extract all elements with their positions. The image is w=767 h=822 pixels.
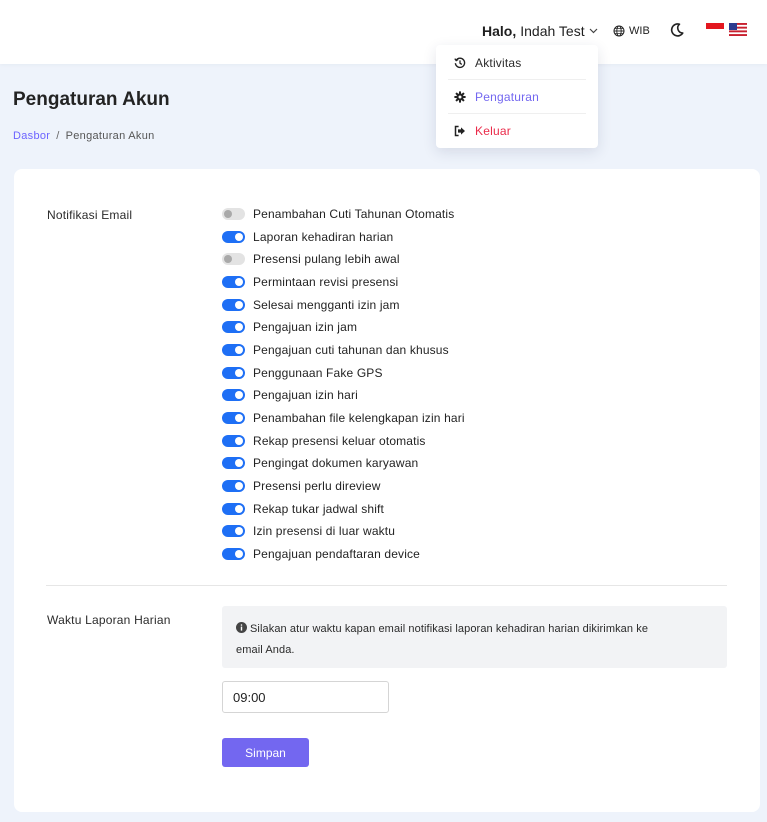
- menu-item-label: Keluar: [475, 124, 511, 138]
- dark-mode-toggle[interactable]: [669, 22, 685, 43]
- notification-toggle-row: [222, 387, 358, 403]
- notification-toggle-switch[interactable]: [222, 231, 245, 243]
- notification-toggle-row: [222, 342, 449, 358]
- notification-toggle-switch[interactable]: [222, 321, 245, 333]
- toggle-knob: [235, 550, 243, 558]
- moon-icon: [669, 22, 685, 38]
- notification-toggle-switch[interactable]: [222, 344, 245, 356]
- notification-toggle-switch[interactable]: [222, 299, 245, 311]
- notification-toggle-label: Rekap presensi keluar otomatis: [253, 433, 426, 448]
- notification-toggle-label: Penambahan file kelengkapan izin hari: [253, 411, 465, 426]
- report-time-input[interactable]: [222, 681, 389, 713]
- notification-toggle-label: Pengajuan izin jam: [253, 320, 358, 335]
- menu-item-aktivitas[interactable]: [436, 46, 598, 80]
- notification-toggle-row: [222, 501, 384, 517]
- email-notifications-label: Notifikasi Email: [47, 208, 133, 222]
- logout-icon: [453, 125, 467, 137]
- toggle-knob: [235, 391, 243, 399]
- notification-toggle-label: Pengajuan izin hari: [253, 388, 358, 403]
- notification-toggle-switch[interactable]: [222, 548, 245, 560]
- notification-toggle-switch[interactable]: [222, 276, 245, 288]
- notification-toggle-switch[interactable]: [222, 389, 245, 401]
- notification-toggle-row: [222, 274, 398, 290]
- notification-toggle-label: Presensi perlu direview: [253, 479, 381, 494]
- globe-icon: [613, 25, 625, 37]
- notification-toggle-label: Pengajuan pendaftaran device: [253, 547, 420, 562]
- toggle-knob: [235, 278, 243, 286]
- notification-toggle-row: [222, 229, 393, 245]
- toggle-knob: [224, 255, 232, 263]
- notification-toggle-row: [222, 546, 420, 562]
- toggle-knob: [235, 233, 243, 241]
- info-text-line1: Silakan atur waktu kapan email notifikasi laporan kehadiran harian dikirimkan ke: [250, 623, 649, 635]
- top-bar: [0, 0, 767, 64]
- notification-toggle-label: Pengingat dokumen karyawan: [253, 456, 419, 471]
- daily-report-label: Waktu Laporan Harian: [47, 613, 171, 627]
- toggle-knob: [235, 323, 243, 331]
- notification-toggle-switch[interactable]: [222, 503, 245, 515]
- breadcrumb: [13, 130, 155, 142]
- notification-toggle-label: Izin presensi di luar waktu: [253, 524, 396, 539]
- section-divider: [46, 585, 727, 586]
- notification-toggle-switch[interactable]: [222, 367, 245, 379]
- toggle-knob: [235, 527, 243, 535]
- gear-icon: [453, 91, 467, 103]
- toggle-knob: [235, 505, 243, 513]
- breadcrumb-separator: /: [56, 130, 60, 142]
- notification-toggle-label: Presensi pulang lebih awal: [253, 252, 400, 267]
- notification-toggle-row: [222, 319, 357, 335]
- chevron-down-icon: [589, 26, 598, 37]
- notification-toggle-label: Laporan kehadiran harian: [253, 229, 394, 244]
- notification-toggle-label: Pengajuan cuti tahunan dan khusus: [253, 343, 449, 358]
- notification-toggle-row: [222, 433, 426, 449]
- toggle-knob: [235, 414, 243, 422]
- notification-toggle-row: [222, 478, 381, 494]
- notification-toggle-switch[interactable]: [222, 253, 245, 265]
- user-dropdown-menu: [436, 45, 598, 148]
- notification-toggle-switch[interactable]: [222, 412, 245, 424]
- greeting-prefix: Halo,: [482, 23, 517, 39]
- breadcrumb-current: Pengaturan Akun: [65, 130, 155, 142]
- toggle-knob: [235, 369, 243, 377]
- notification-toggle-row: [222, 410, 465, 426]
- toggle-knob: [235, 482, 243, 490]
- menu-item-keluar[interactable]: [436, 114, 598, 148]
- info-text-line2: email Anda.: [236, 644, 295, 656]
- notification-toggle-switch[interactable]: [222, 480, 245, 492]
- timezone-selector[interactable]: [613, 25, 650, 37]
- toggle-knob: [235, 301, 243, 309]
- notification-toggle-row: [222, 523, 395, 539]
- notification-toggle-row: [222, 455, 418, 471]
- info-icon: [236, 620, 247, 640]
- notification-toggle-switch[interactable]: [222, 525, 245, 537]
- timezone-label: WIB: [629, 25, 650, 37]
- notification-toggle-switch[interactable]: [222, 435, 245, 447]
- notification-toggle-label: Penggunaan Fake GPS: [253, 365, 383, 380]
- notification-toggle-row: [222, 251, 400, 267]
- notification-toggle-row: [222, 206, 454, 222]
- user-menu-toggle[interactable]: [482, 23, 598, 39]
- menu-item-label: Pengaturan: [475, 90, 540, 104]
- toggle-knob: [235, 346, 243, 354]
- us-flag-icon[interactable]: [729, 23, 747, 36]
- indonesia-flag-icon[interactable]: [706, 23, 724, 35]
- notification-toggle-label: Selesai mengganti izin jam: [253, 297, 400, 312]
- save-button[interactable]: Simpan: [222, 738, 309, 767]
- user-name: Indah Test: [520, 23, 585, 39]
- notification-toggle-label: Permintaan revisi presensi: [253, 275, 399, 289]
- breadcrumb-home-link[interactable]: Dasbor: [13, 130, 51, 142]
- notification-toggle-switch[interactable]: [222, 208, 245, 220]
- notification-toggle-row: [222, 365, 383, 381]
- notification-toggle-switch[interactable]: [222, 457, 245, 469]
- settings-card: [14, 169, 760, 812]
- toggle-knob: [224, 210, 232, 218]
- page-title: Pengaturan Akun: [13, 89, 170, 110]
- history-icon: [453, 57, 467, 69]
- notification-toggle-label: Penambahan Cuti Tahunan Otomatis: [253, 207, 455, 221]
- menu-item-pengaturan[interactable]: [436, 80, 598, 114]
- notification-toggle-label: Rekap tukar jadwal shift: [253, 501, 384, 516]
- toggle-knob: [235, 459, 243, 467]
- notification-toggle-row: [222, 297, 400, 313]
- info-alert: [222, 606, 727, 668]
- menu-item-label: Aktivitas: [475, 56, 522, 70]
- toggle-knob: [235, 437, 243, 445]
